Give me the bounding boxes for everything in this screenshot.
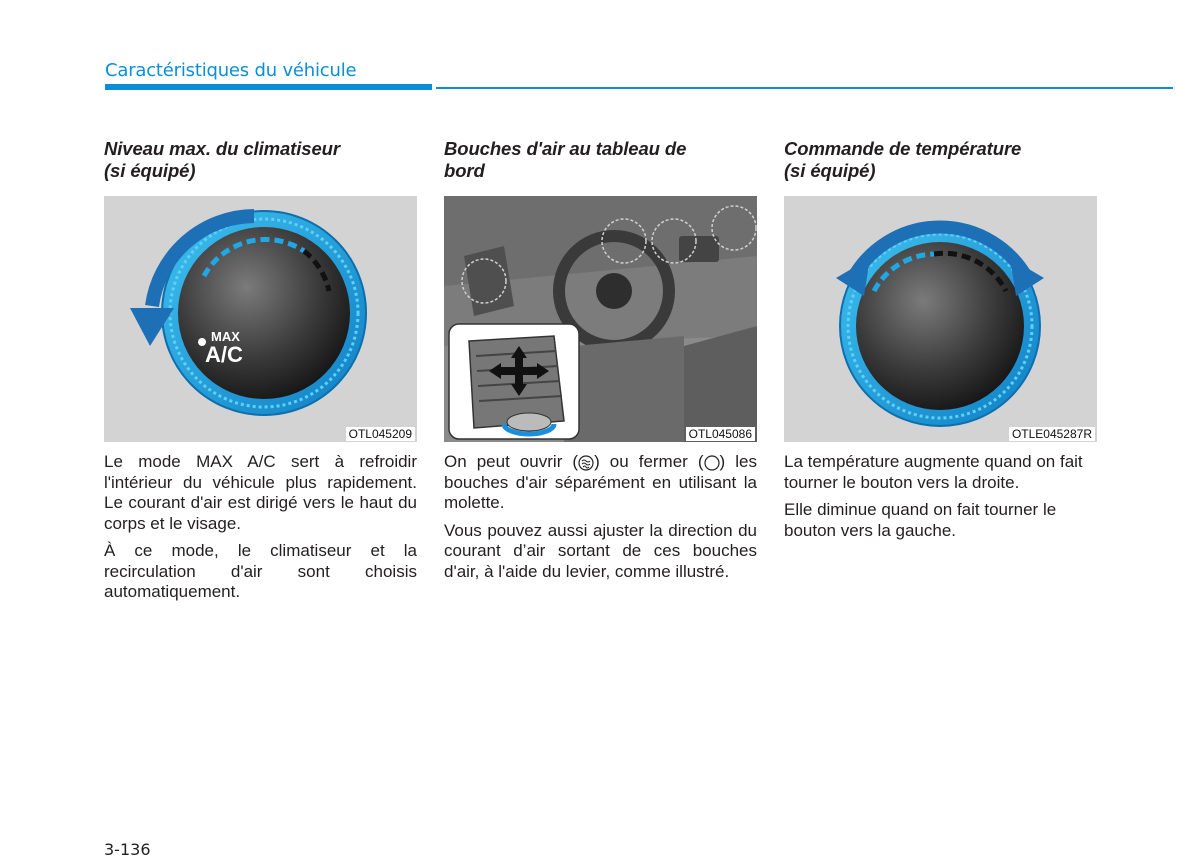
temperature-knob-figure xyxy=(784,196,1097,442)
vent-open-icon xyxy=(578,455,594,471)
knob-max-label: MAX xyxy=(211,329,240,344)
header-rule-thin xyxy=(436,87,1173,89)
body-paragraph: Vous pouvez aussi ajuster la direction du courant d’air sortant de ces bouches d'air, à l'aide du levier, comme illustré. xyxy=(444,520,757,581)
column-title xyxy=(784,138,1097,196)
text-fragment: ) ou fermer ( xyxy=(594,452,704,471)
text-fragment: ) les bouches d'air séparément en utilisant la molette. xyxy=(444,452,757,512)
title-line-1: Commande de température xyxy=(784,138,1022,159)
column-title xyxy=(444,138,757,196)
knob-ac-label: A/C xyxy=(205,342,243,367)
figure-code: OTL045209 xyxy=(346,427,415,441)
column-max-ac xyxy=(104,138,417,603)
max-ac-knob-illustration xyxy=(104,196,417,442)
body-paragraph: Le mode MAX A/C sert à refroidir l'intérieur du véhicule plus rapidement. Le courant d'air est dirigé vers le haut du corps et le visage. xyxy=(104,452,417,533)
body-paragraph: Elle diminue quand on fait tourner le bouton vers la gauche. xyxy=(784,500,1057,540)
figure-code: OTLE045287R xyxy=(1009,427,1095,441)
body-paragraph: À ce mode, le climatiseur et la recirculation d'air sont choisis automatiquement. xyxy=(104,541,417,601)
body-paragraph: La température augmente quand on fait tourner le bouton vers la droite. xyxy=(784,452,1083,492)
page-number: 3-136 xyxy=(104,840,151,859)
dashboard-vents-figure xyxy=(444,196,757,442)
temperature-knob-illustration xyxy=(784,196,1097,442)
body-paragraph xyxy=(444,452,757,514)
column-title xyxy=(104,138,417,196)
title-line-1: Niveau max. du climatiseur xyxy=(104,138,340,159)
title-line-2: (si équipé) xyxy=(784,160,876,181)
column-temperature-control xyxy=(784,138,1097,541)
column-dashboard-vents xyxy=(444,138,757,582)
title-line-2: (si équipé) xyxy=(104,160,196,181)
title-line-1: Bouches d'air au tableau de xyxy=(444,138,687,159)
car-interior-illustration xyxy=(444,196,757,442)
max-ac-knob-figure xyxy=(104,196,417,442)
text-fragment: On peut ouvrir ( xyxy=(444,452,579,471)
title-line-2: bord xyxy=(444,160,485,181)
section-title: Caractéristiques du véhicule xyxy=(105,60,357,81)
header-rule-thick xyxy=(105,84,432,90)
figure-code: OTL045086 xyxy=(686,427,755,441)
vent-closed-icon xyxy=(704,455,720,471)
